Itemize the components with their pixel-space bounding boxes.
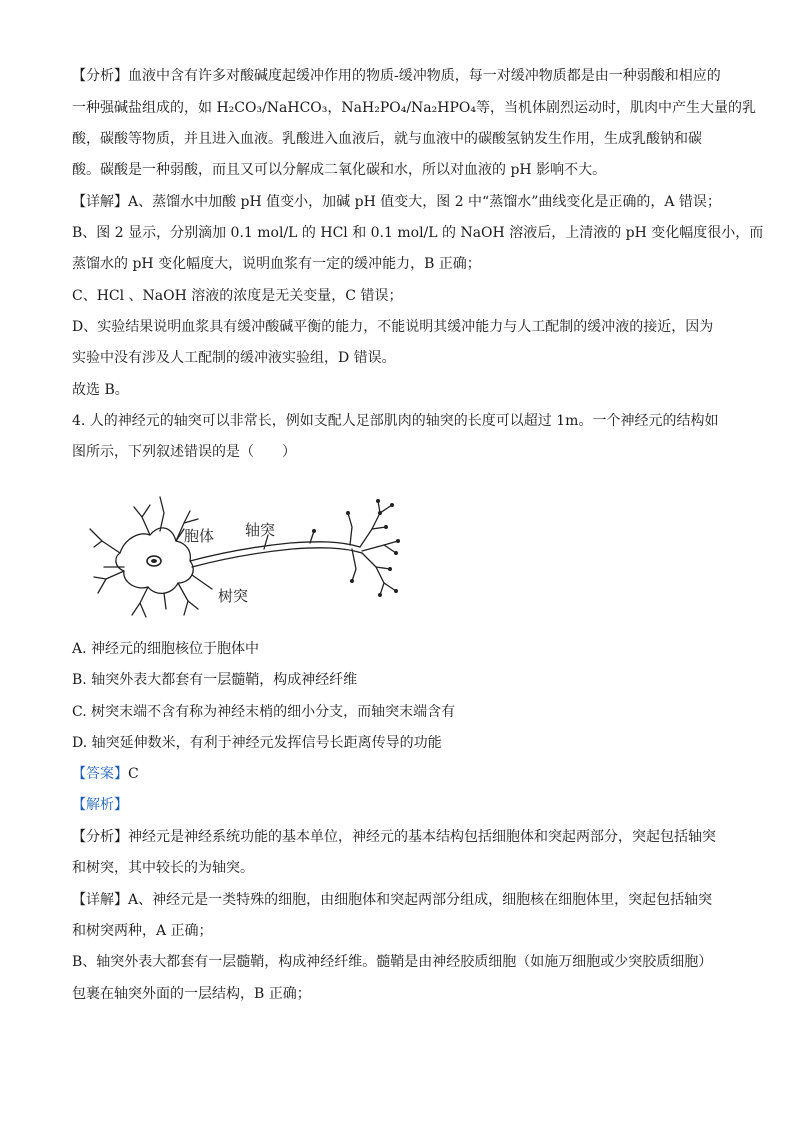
detail1-line-4: C、HCl 、NaOH 溶液的浓度是无关变量，C 错误； bbox=[72, 288, 403, 304]
label-cell-body: 胞体 bbox=[184, 527, 215, 545]
detail2-line-1: 【详解】A、神经元是一类特殊的细胞，由细胞体和突起两部分组成，细胞核在细胞体里，突起包括轴突 bbox=[72, 892, 713, 908]
detail1-line-1: 【详解】A、蒸馏水中加酸 pH 值变小，加碱 pH 值变大，图 2 中“蒸馏水”曲线变化是正确的，A 错误； bbox=[72, 194, 721, 210]
option-d: D. 轴突延伸数米，有利于神经元发挥信号长距离传导的功能 bbox=[72, 735, 442, 751]
option-a: A. 神经元的细胞核位于胞体中 bbox=[72, 641, 260, 657]
analysis1-line-2: 一种强碱盐组成的，如 H₂CO₃/NaHCO₃，NaH₂PO₄/Na₂HPO₄等，当机体剧烈运动时，肌肉中产生大量的乳 bbox=[72, 100, 756, 116]
jiexi-tag: 【解析】 bbox=[72, 797, 128, 813]
analysis1-line-4: 酸。碳酸是一种弱酸，而且又可以分解成二氧化碳和水，所以对血液的 pH 影响不大。 bbox=[72, 162, 607, 178]
question4-stem-line-2: 图所示，下列叙述错误的是（ ） bbox=[72, 444, 296, 460]
detail2-line-2: 和树突两种，A 正确； bbox=[72, 923, 213, 939]
analysis1-line-3: 酸，碳酸等物质，并且进入血液。乳酸进入血液后，就与血液中的碳酸氢钠发生作用，生成乳酸钠和碳 bbox=[72, 131, 702, 147]
option-c: C. 树突末端不含有称为神经末梢的细小分支，而轴突末端含有 bbox=[72, 704, 456, 720]
analysis2-line-2: 和树突，其中较长的为轴突。 bbox=[72, 860, 254, 876]
detail1-line-6: 实验中没有涉及人工配制的缓冲液实验组，D 错误。 bbox=[72, 350, 396, 366]
detail1-line-2: B、图 2 显示，分别滴加 0.1 mol/L 的 HCl 和 0.1 mol/L 的 NaOH 溶液后，上清液的 pH 变化幅度很小，而 bbox=[72, 225, 764, 241]
neuron-diagram bbox=[80, 483, 430, 623]
label-axon: 轴突 bbox=[245, 521, 276, 539]
detail2-line-4: 包裹在轴突外面的一层结构，B 正确； bbox=[72, 986, 311, 1002]
answer-line bbox=[72, 764, 732, 784]
detail1-line-3: 蒸馏水的 pH 变化幅度大，说明血浆有一定的缓冲能力，B 正确； bbox=[72, 256, 481, 272]
option-b: B. 轴突外表大都套有一层髓鞘，构成神经纤维 bbox=[72, 672, 358, 688]
detail1-line-7: 故选 B。 bbox=[72, 382, 129, 398]
analysis1-line-1: 【分析】血液中含有许多对酸碱度起缓冲作用的物质-缓冲物质，每一对缓冲物质都是由一种弱酸和相应的 bbox=[72, 68, 721, 84]
label-dendrite: 树突 bbox=[218, 587, 249, 605]
detail2-line-3: B、轴突外表大都套有一层髓鞘，构成神经纤维。髓鞘是由神经胶质细胞（如施万细胞或少突胶质细胞） bbox=[72, 954, 713, 970]
detail1-line-5: D、实验结果说明血浆具有缓冲酸碱平衡的能力，不能说明其缓冲能力与人工配制的缓冲液的接近，因为 bbox=[72, 319, 714, 335]
answer-value: C bbox=[128, 766, 139, 782]
answer-tag: 【答案】 bbox=[72, 766, 128, 782]
analysis2-line-1: 【分析】神经元是神经系统功能的基本单位，神经元的基本结构包括细胞体和突起两部分，突起包括轴突 bbox=[72, 829, 716, 845]
question4-stem-line-1: 4. 人的神经元的轴突可以非常长，例如支配人足部肌肉的轴突的长度可以超过 1m。一个神经元的结构如 bbox=[72, 413, 719, 429]
